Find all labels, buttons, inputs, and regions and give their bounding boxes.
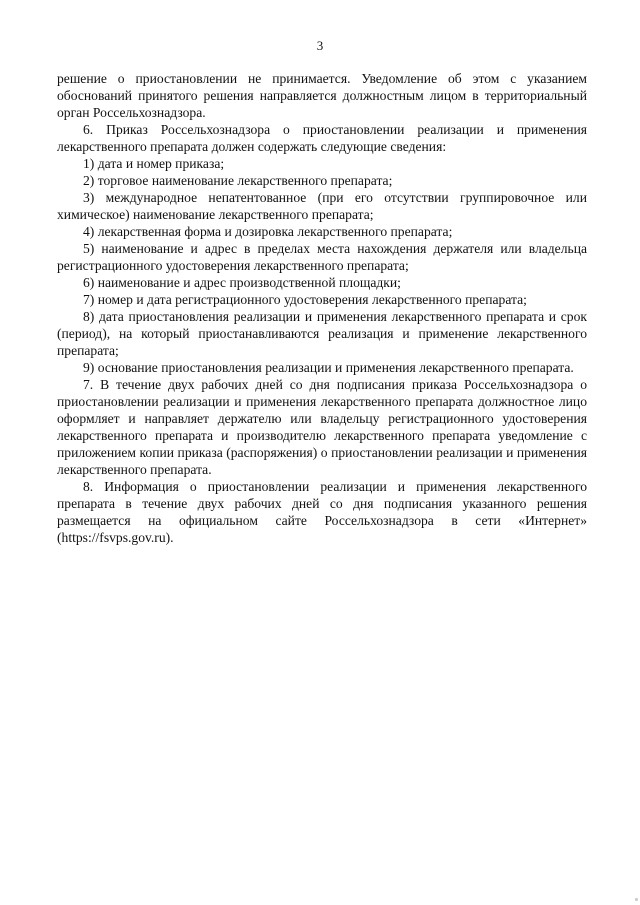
list-item-9: 9) основание приостановления реализации и применения лекарственного препарата. — [83, 360, 574, 375]
paragraph-item-6: 6. Приказ Россельхознадзора о приостановлении реализации и применения лекарственного препарата должен содержать следующие сведения: — [57, 122, 587, 154]
page-number: 3 — [316, 38, 324, 53]
list-item-4: 4) лекарственная форма и дозировка лекарственного препарата; — [83, 224, 453, 239]
scan-artifact — [635, 898, 638, 901]
list-item-8: 8) дата приостановления реализации и применения лекарственного препарата и срок (период), на который приостанавливаются реализация и применение лекарственного препарата; — [57, 309, 587, 358]
list-item-6: 6) наименование и адрес производственной площадки; — [83, 275, 401, 290]
list-item-3: 3) международное непатентованное (при его отсутствии группировочное или химическое) наименование лекарственного препарата; — [57, 190, 587, 222]
paragraph-item-8: 8. Информация о приостановлении реализации и применения лекарственного препарата в течение двух рабочих дней со дня подписания указанного решения размещается на официальном сайте Россельхознадзора в сети «Интернет» (https://fsvps.gov.ru). — [57, 479, 587, 545]
paragraph-continuation: решение о приостановлении не принимается. Уведомление об этом с указанием обоснований принятого решения направляется должностным лицом в территориальный орган Россельхознадзора. — [57, 71, 587, 120]
list-item-5: 5) наименование и адрес в пределах места нахождения держателя или владельца регистрационного удостоверения лекарственного препарата; — [57, 241, 587, 273]
paragraph-item-7: 7. В течение двух рабочих дней со дня подписания приказа Россельхознадзора о приостановлении реализации и применения лекарственного препарата должностное лицо оформляет и направляет держателю или владельцу регистрационного удостоверения лекарственного препарата и производителю лекарственного препарата уведомление с приложением копии приказа (распоряжения) о приостановлении реализации и применения лекарственного препарата. — [57, 377, 587, 477]
list-item-2: 2) торговое наименование лекарственного препарата; — [83, 173, 393, 188]
list-item-1: 1) дата и номер приказа; — [83, 156, 225, 171]
document-body — [57, 70, 587, 546]
list-item-7: 7) номер и дата регистрационного удостоверения лекарственного препарата; — [83, 292, 527, 307]
